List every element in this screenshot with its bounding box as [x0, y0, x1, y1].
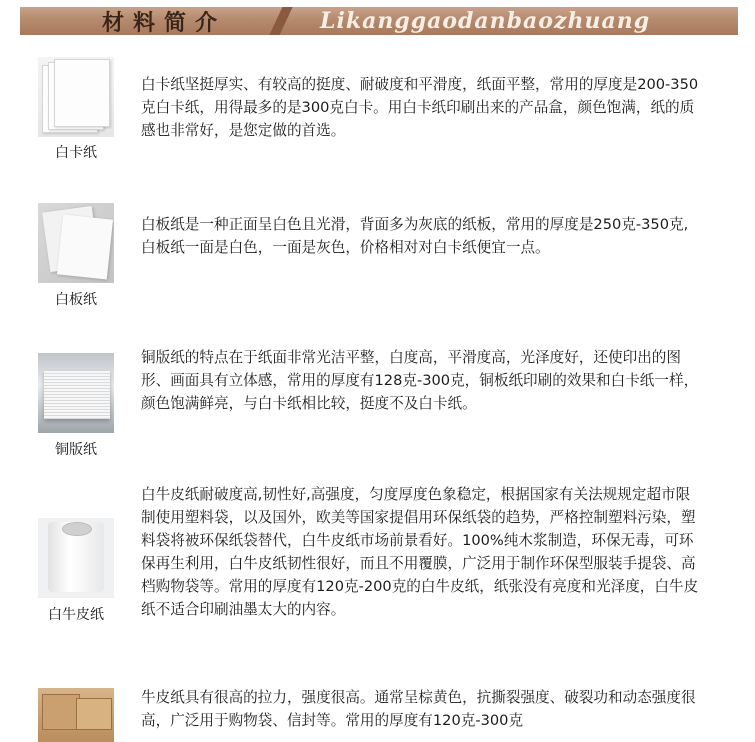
material-description: 白牛皮纸耐破度高,韧性好,高强度，匀度厚度色象稳定，根据国家有关法规规定超市限制使用塑料袋，以及国外，欧美等国家提倡用环保纸袋的趋势，严格控制塑料污染，塑料袋将被环保纸袋替代，白牛皮纸市场前景看好。100%纯木浆制造，环保无毒，可环保再生利用，白牛皮纸韧性很好，而且不用覆膜，广泛用于制作环保型服装手提袋、高档购物袋等。常用的厚度有120克-200克的白牛皮纸，纸张没有亮度和光泽度，白牛皮纸不适合印刷油墨太大的内容。 [141, 486, 699, 618]
white-kraft-roll-image [38, 518, 114, 598]
kraft-paper-image [38, 688, 114, 742]
banner-divider [262, 7, 300, 35]
material-description: 白卡纸坚挺厚实、有较高的挺度、耐破度和平滑度，纸面平整，常用的厚度是200-350克白卡纸，用得最多的是300克白卡。用白卡纸印刷出来的产品盒，颜色饱满，纸的质感也非常好，是您定做的首选。 [141, 76, 699, 139]
white-board-paper-image [38, 203, 114, 283]
material-description: 白板纸是一种正面呈白色且光滑，背面多为灰底的纸板，常用的厚度是250克-350克,白板纸一面是白色，一面是灰色，价格相对对白卡纸便宜一点。 [141, 216, 689, 256]
material-label: 白牛皮纸 [48, 607, 104, 623]
section-banner [20, 7, 738, 35]
material-label: 白板纸 [55, 292, 97, 308]
banner-title-cn: 材料简介 [102, 9, 227, 35]
banner-title-en: Likanggaodanbaozhuang [320, 8, 651, 34]
coated-paper-image [38, 353, 114, 433]
material-description: 铜版纸的特点在于纸面非常光洁平整，白度高，平滑度高，光泽度好，还使印出的图形、画面具有立体感，常用的厚度有128克-300克，铜板纸印刷的效果和白卡纸一样，颜色饱满鲜亮，与白卡纸相比较，挺度不及白卡纸。 [141, 349, 699, 412]
material-description: 牛皮纸具有很高的拉力，强度很高。通常呈棕黄色，抗撕裂强度、破裂功和动态强度很高，广泛用于购物袋、信封等。常用的厚度有120克-300克 [141, 689, 696, 729]
white-card-paper-image [38, 57, 114, 137]
material-label: 白卡纸 [55, 145, 97, 161]
material-label: 铜版纸 [55, 442, 97, 458]
